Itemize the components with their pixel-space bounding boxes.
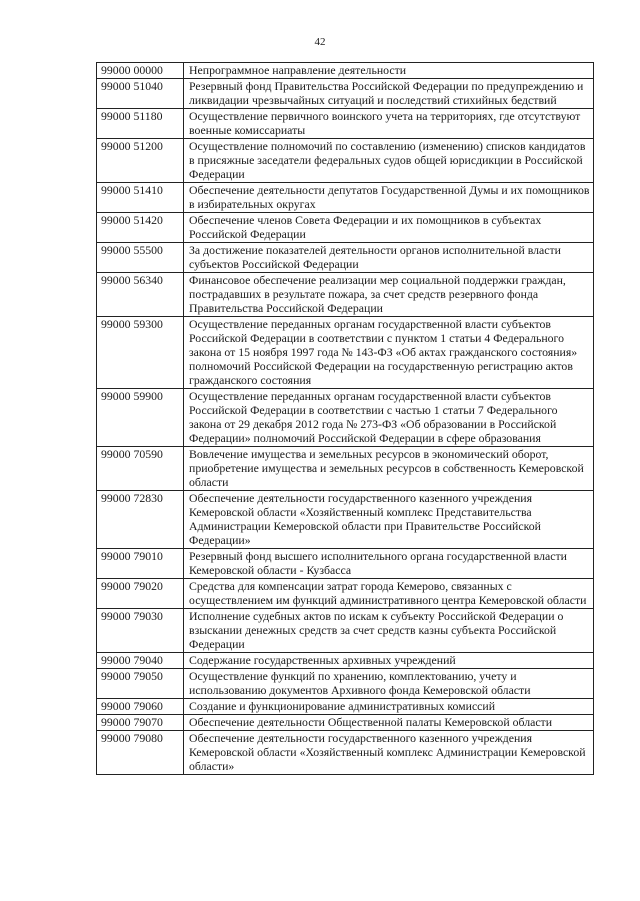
row-code: 99000 79040 — [97, 653, 184, 669]
row-code: 99000 79010 — [97, 549, 184, 579]
table-row — [97, 243, 594, 273]
row-description: Осуществление первичного воинского учета на территориях, где отсутствуют военные комиссариаты — [184, 109, 594, 139]
row-description: Исполнение судебных актов по искам к субъекту Российской Федерации о взыскании денежных средств за счет средств казны субъекта Российской Федерации — [184, 609, 594, 653]
row-description: Непрограммное направление деятельности — [184, 63, 594, 79]
row-code: 99000 79060 — [97, 699, 184, 715]
row-code: 99000 72830 — [97, 491, 184, 549]
row-code: 99000 59900 — [97, 389, 184, 447]
table-row — [97, 653, 594, 669]
row-description: Содержание государственных архивных учреждений — [184, 653, 594, 669]
row-code: 99000 55500 — [97, 243, 184, 273]
table-row — [97, 63, 594, 79]
table-row — [97, 731, 594, 775]
row-code: 99000 59300 — [97, 317, 184, 389]
row-description: Обеспечение деятельности государственного казенного учреждения Кемеровской области «Хозяйственный комплекс Представительства Администрации Кемеровской области при Правительстве Российской Федерации» — [184, 491, 594, 549]
row-code: 99000 51410 — [97, 183, 184, 213]
row-description: Осуществление переданных органам государственной власти субъектов Российской Федерации в соответствии с частью 1 статьи 7 Федерального закона от 29 декабря 2012 года № 273-ФЗ «Об образовании в Российской Федерации» полномочий Российской Федерации в сфере образования — [184, 389, 594, 447]
row-code: 99000 51180 — [97, 109, 184, 139]
table-row — [97, 389, 594, 447]
row-code: 99000 00000 — [97, 63, 184, 79]
row-code: 99000 79050 — [97, 669, 184, 699]
row-code: 99000 51200 — [97, 139, 184, 183]
table-row — [97, 213, 594, 243]
row-code: 99000 79070 — [97, 715, 184, 731]
row-description: Осуществление переданных органам государственной власти субъектов Российской Федерации в соответствии с пунктом 1 статьи 4 Федерального закона от 15 ноября 1997 года № 143-ФЗ «Об актах гражданского состояния» полномочий Российской Федерации на государственную регистрацию актов гражданского состояния — [184, 317, 594, 389]
table-row — [97, 447, 594, 491]
table-row — [97, 183, 594, 213]
row-description: Обеспечение деятельности депутатов Государственной Думы и их помощников в избирательных округах — [184, 183, 594, 213]
row-description: За достижение показателей деятельности органов исполнительной власти субъектов Российской Федерации — [184, 243, 594, 273]
row-description: Осуществление полномочий по составлению (изменению) списков кандидатов в присяжные заседатели федеральных судов общей юрисдикции в Российской Федерации — [184, 139, 594, 183]
table-row — [97, 79, 594, 109]
row-description: Вовлечение имущества и земельных ресурсов в экономический оборот, приобретение имущества и земельных ресурсов в собственность Кемеровской области — [184, 447, 594, 491]
row-description: Резервный фонд Правительства Российской Федерации по предупреждению и ликвидации чрезвычайных ситуаций и последствий стихийных бедствий — [184, 79, 594, 109]
table-row — [97, 549, 594, 579]
table-row — [97, 273, 594, 317]
table-row — [97, 491, 594, 549]
row-code: 99000 51040 — [97, 79, 184, 109]
row-code: 99000 70590 — [97, 447, 184, 491]
row-description: Финансовое обеспечение реализации мер социальной поддержки граждан, пострадавших в результате пожара, за счет средств резервного фонда Правительства Российской Федерации — [184, 273, 594, 317]
table-row — [97, 109, 594, 139]
row-description: Обеспечение деятельности Общественной палаты Кемеровской области — [184, 715, 594, 731]
table-row — [97, 609, 594, 653]
row-description: Обеспечение деятельности государственного казенного учреждения Кемеровской области «Хозяйственный комплекс Администрации Кемеровской области» — [184, 731, 594, 775]
table-row — [97, 669, 594, 699]
row-description: Создание и функционирование административных комиссий — [184, 699, 594, 715]
row-code: 99000 56340 — [97, 273, 184, 317]
row-code: 99000 79020 — [97, 579, 184, 609]
row-code: 99000 79030 — [97, 609, 184, 653]
table-row — [97, 699, 594, 715]
table-row — [97, 139, 594, 183]
row-description: Обеспечение членов Совета Федерации и их помощников в субъектах Российской Федерации — [184, 213, 594, 243]
row-description: Средства для компенсации затрат города Кемерово, связанных с осуществлением им функций административного центра Кемеровской области — [184, 579, 594, 609]
row-code: 99000 51420 — [97, 213, 184, 243]
table-row — [97, 715, 594, 731]
page-number: 42 — [314, 36, 326, 48]
table-row — [97, 579, 594, 609]
row-description: Резервный фонд высшего исполнительного органа государственной власти Кемеровской области - Кузбасса — [184, 549, 594, 579]
table-row — [97, 317, 594, 389]
row-code: 99000 79080 — [97, 731, 184, 775]
row-description: Осуществление функций по хранению, комплектованию, учету и использованию документов Архивного фонда Кемеровской области — [184, 669, 594, 699]
budget-classification-table — [96, 62, 594, 775]
